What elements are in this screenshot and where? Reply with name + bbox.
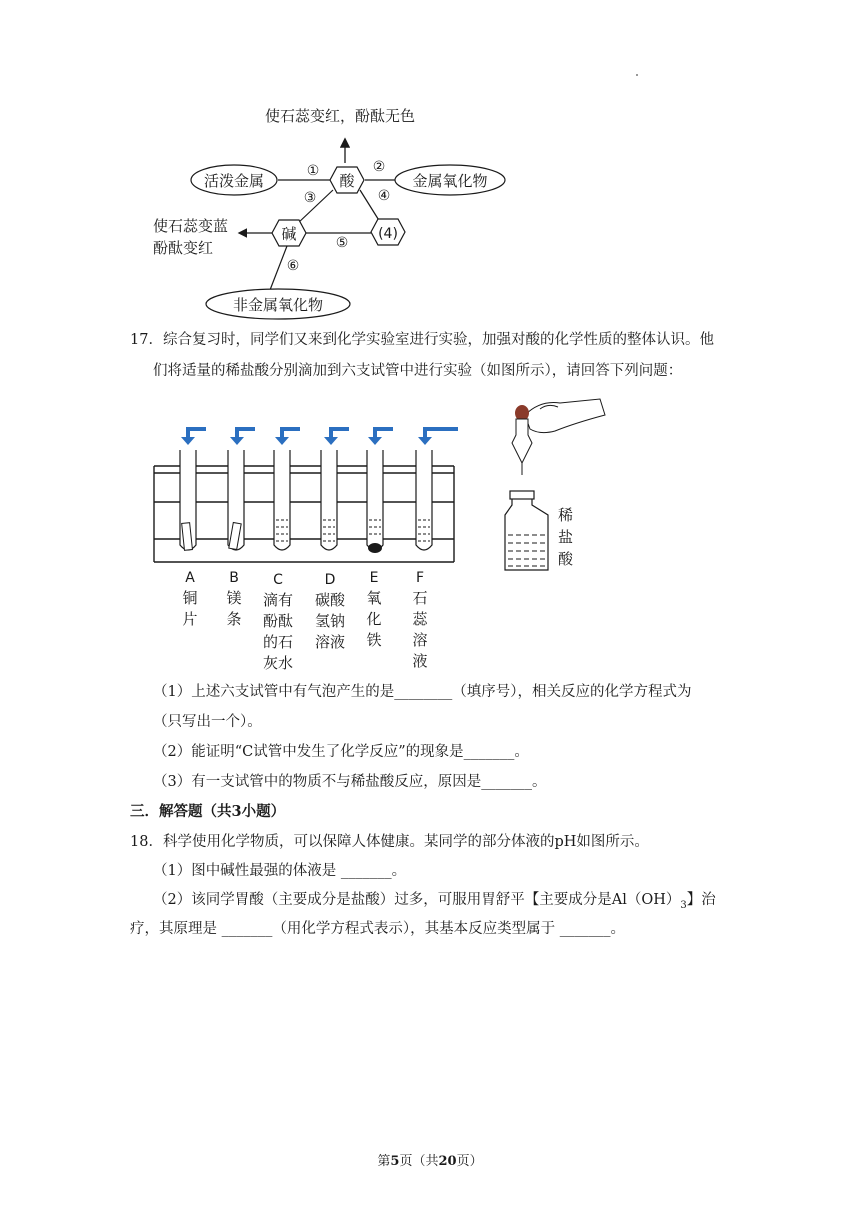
- svg-text:②: ②: [372, 159, 386, 175]
- svg-text:③: ③: [303, 190, 317, 206]
- tube-f-letter: F: [415, 570, 425, 586]
- svg-text:酚酞: 酚酞: [262, 612, 294, 630]
- q18-sub2-line2: 疗，其原理是 _______（用化学方程式表示），其基本反应类型属于 _______。: [130, 921, 625, 937]
- svg-text:化: 化: [366, 610, 382, 628]
- svg-text:①: ①: [306, 163, 320, 179]
- bottle-label-3: 酸: [558, 550, 574, 568]
- base-indicator-label-1: 使石蕊变蓝: [153, 217, 229, 235]
- svg-text:铜: 铜: [182, 589, 198, 607]
- q17-sub1-line1: （1）上述六支试管中有气泡产生的是________（填序号），相关反应的化学方程式为: [153, 684, 692, 700]
- svg-text:酸: 酸: [339, 172, 355, 190]
- tube-c-letter: C: [273, 572, 283, 588]
- svg-text:④: ④: [377, 188, 391, 204]
- q18-sub1: （1）图中碱性最强的体液是 _______。: [153, 863, 407, 879]
- q17-sub3: （3）有一支试管中的物质不与稀盐酸反应，原因是_______。: [153, 774, 547, 790]
- svg-text:蕊: 蕊: [412, 610, 428, 628]
- svg-text:金属氧化物: 金属氧化物: [412, 172, 488, 190]
- svg-text:溶液: 溶液: [314, 633, 346, 651]
- q17-sub1-line2: （只写出一个）。: [153, 714, 262, 730]
- q17-line2: 们将适量的稀盐酸分别滴加到六支试管中进行实验（如图所示），请回答下列问题：: [153, 363, 683, 379]
- svg-text:碳酸: 碳酸: [314, 591, 346, 609]
- bottle-label-2: 盐: [558, 528, 574, 546]
- svg-text:滴有: 滴有: [262, 591, 294, 609]
- base-hexagon: [272, 220, 306, 246]
- svg-text:⑤: ⑤: [335, 235, 349, 251]
- svg-text:铁: 铁: [366, 631, 382, 649]
- svg-text:镁: 镁: [226, 589, 242, 607]
- tube-d-letter: D: [324, 572, 336, 588]
- acid-hexagon: [330, 167, 364, 193]
- svg-text:非金属氧化物: 非金属氧化物: [232, 296, 324, 314]
- salt-hexagon: [371, 219, 405, 245]
- svg-text:氧: 氧: [366, 589, 382, 607]
- svg-text:⑥: ⑥: [286, 258, 300, 274]
- base-indicator-label-2: 酚酞变红: [153, 239, 214, 257]
- q18-sub2-line1: （2）该同学胃酸（主要成分是盐酸）过多，可服用胃舒平【主要成分是$Al(OH)_3$】治: [153, 892, 716, 911]
- svg-text:活泼金属: 活泼金属: [203, 172, 265, 190]
- q17-sub2: （2）能证明“C试管中发生了化学反应”的现象是_______。: [153, 744, 529, 760]
- q17-line1: 17．综合复习时，同学们又来到化学实验室进行实验，加强对酸的化学性质的整体认识。他: [130, 332, 714, 348]
- test-tube-rack-figure: [0, 395, 860, 695]
- acid-properties-diagram: [0, 0, 860, 330]
- svg-text:片: 片: [182, 610, 198, 628]
- svg-text:(4): (4): [378, 226, 398, 242]
- page-footer: 第5页（共20页）: [377, 1154, 483, 1169]
- q18-line1: 18．科学使用化学物质，可以保障人体健康。某同学的部分体液的pH如图所示。: [130, 834, 649, 850]
- svg-text:石: 石: [412, 589, 428, 607]
- bottle-label-1: 稀: [558, 506, 574, 524]
- acid-indicator-label: 使石蕊变红，酚酞无色: [264, 107, 416, 125]
- svg-text:溶: 溶: [412, 631, 428, 649]
- svg-text:氢钠: 氢钠: [314, 612, 346, 630]
- svg-text:灰水: 灰水: [262, 654, 294, 672]
- tube-b-letter: B: [229, 570, 239, 586]
- svg-text:条: 条: [226, 610, 242, 628]
- section-heading: 三．解答题（共3小题）: [130, 803, 286, 820]
- tube-a-letter: A: [185, 570, 195, 586]
- tube-e-letter: E: [369, 570, 379, 586]
- svg-text:碱: 碱: [281, 225, 297, 243]
- svg-text:液: 液: [412, 652, 428, 670]
- svg-text:的石: 的石: [262, 633, 294, 651]
